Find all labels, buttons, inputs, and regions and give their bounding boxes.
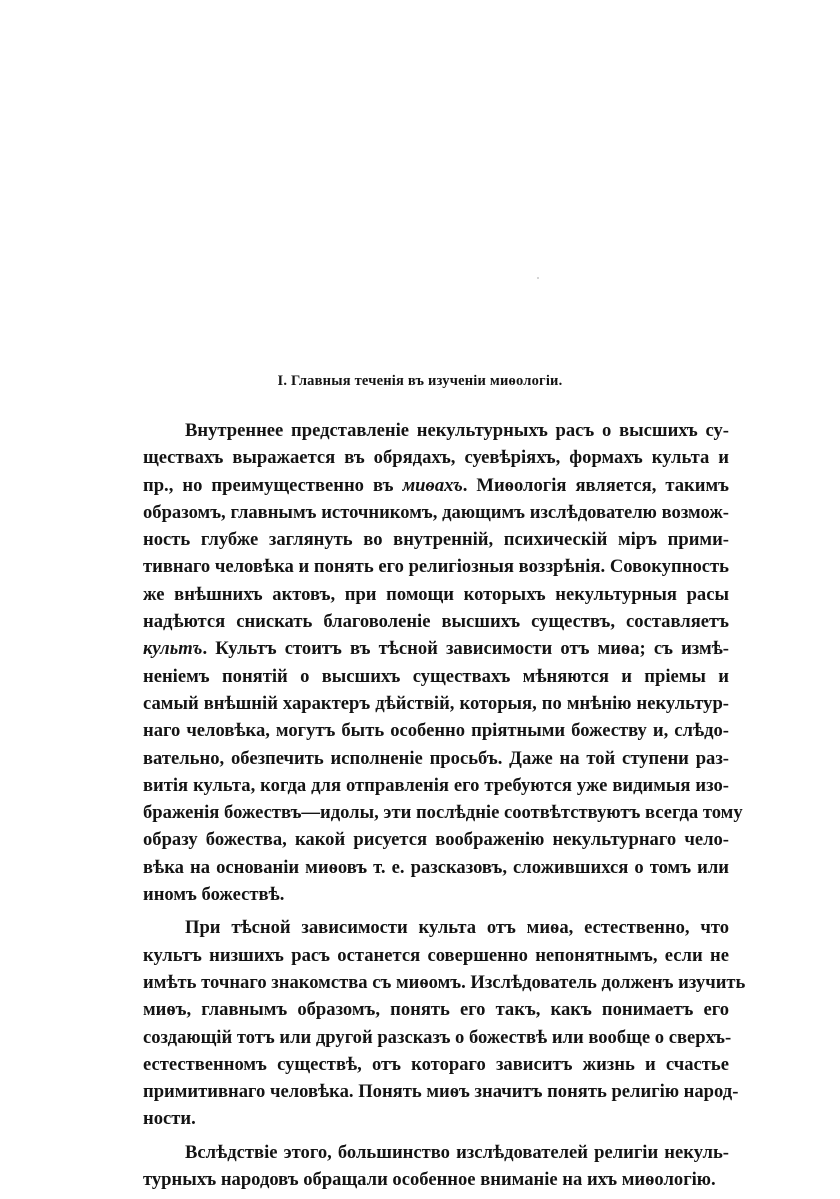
text-segment: образомъ, главнымъ источникомъ, дающимъ изслѣдователю возмож-	[143, 501, 729, 523]
text-line	[143, 663, 729, 690]
text-line	[143, 472, 729, 499]
text-line	[143, 444, 729, 471]
text-line	[143, 772, 729, 799]
text-line	[143, 1166, 729, 1193]
italic-term: миѳахъ	[402, 474, 463, 496]
text-line	[143, 1105, 729, 1132]
text-line	[143, 1078, 739, 1105]
text-segment: . Культъ стоитъ въ тѣсной зависимости отъ миѳа; съ измѣ-	[202, 638, 729, 660]
text-line	[143, 608, 729, 635]
text-line	[143, 417, 729, 444]
text-line	[143, 996, 729, 1023]
text-line	[143, 969, 746, 996]
text-segment: тивнаго человѣка и понять его религіозныя воззрѣнія. Совокупность	[143, 556, 729, 578]
paragraph	[143, 914, 746, 1132]
text-segment: вѣка на основаніи миѳовъ т. е. разсказовъ, сложившихся о томъ или	[143, 856, 729, 878]
text-line	[143, 914, 729, 941]
text-segment: создающій тотъ или другой разсказъ о божествѣ или вообще о сверхъ-	[143, 1026, 732, 1048]
text-segment: витія культа, когда для отправленія его требуются уже видимыя изо-	[143, 774, 729, 796]
text-segment: ности.	[143, 1108, 196, 1130]
text-segment: образу божества, какой рисуется воображенію некультурнаго чело-	[143, 829, 729, 851]
text-segment: Внутреннее представленіе некультурныхъ расъ о высшихъ су-	[185, 420, 729, 441]
text-line	[143, 881, 729, 908]
text-segment: естественномъ существѣ, отъ котораго зависитъ жизнь и счастье	[143, 1053, 729, 1075]
text-line	[143, 942, 729, 969]
text-segment: самый внѣшній характеръ дѣйствій, которыя, по мнѣнію некультур-	[143, 692, 729, 714]
scan-speck	[537, 277, 539, 279]
text-line	[143, 854, 729, 881]
section-heading: I. Главныя теченія въ изученіи миѳологіи.	[277, 373, 563, 389]
text-segment: браженія божествъ—идолы, эти послѣдніе соотвѣтствуютъ всегда тому	[143, 802, 743, 824]
text-line	[143, 1024, 732, 1051]
text-line	[143, 799, 743, 826]
text-segment: надѣются снискать благоволеніе высшихъ существъ, составляетъ	[143, 611, 729, 633]
text-segment: ность глубже заглянуть во внутренній, психическій міръ прими-	[143, 529, 729, 551]
text-segment: иномъ божествѣ.	[143, 884, 285, 906]
text-line	[143, 635, 729, 662]
text-segment: имѣть точнаго знакомства съ миѳомъ. Изслѣдователь долженъ изучить	[143, 971, 746, 993]
text-line	[143, 690, 729, 717]
text-line	[143, 1051, 729, 1078]
text-segment: миѳъ, главнымъ образомъ, понять его такъ, какъ понимаетъ его	[143, 999, 729, 1021]
text-segment: вательно, обезпечить исполненіе просьбъ. Даже на той ступени раз-	[143, 747, 729, 769]
text-segment: Вслѣдствіе этого, большинство изслѣдователей религіи некуль-	[185, 1141, 729, 1163]
text-line	[143, 499, 729, 526]
text-line	[143, 526, 729, 553]
text-segment: ществахъ выражается въ обрядахъ, суевѣріяхъ, формахъ культа и	[143, 447, 729, 469]
paragraph	[143, 1139, 729, 1194]
text-line	[143, 717, 729, 744]
text-segment: пр., но преимущественно въ	[143, 474, 403, 496]
text-segment: же внѣшнихъ актовъ, при помощи которыхъ некультурныя расы	[143, 583, 729, 605]
text-line	[143, 1139, 729, 1166]
text-segment: турныхъ народовъ обращали особенное вниманіе на ихъ миѳологію.	[143, 1169, 716, 1191]
text-line	[143, 553, 729, 580]
text-line	[143, 745, 729, 772]
text-segment: культъ низшихъ расъ останется совершенно непонятнымъ, если не	[143, 944, 729, 966]
text-segment: . Миѳологія является, такимъ	[462, 474, 729, 496]
text-segment: неніемъ понятій о высшихъ существахъ мѣняются и пріемы и	[143, 665, 729, 687]
text-segment: При тѣсной зависимости культа отъ миѳа, естественно, что	[185, 917, 729, 939]
paragraph	[143, 417, 743, 908]
body-text	[143, 417, 746, 1199]
text-line	[143, 826, 729, 853]
text-segment: наго человѣка, могутъ быть особенно пріятными божеству и, слѣдо-	[143, 720, 729, 742]
text-line	[143, 581, 729, 608]
text-segment: примитивнаго человѣка. Понять миѳъ значитъ понять религію народ-	[143, 1081, 739, 1103]
italic-term: культъ	[143, 638, 203, 660]
